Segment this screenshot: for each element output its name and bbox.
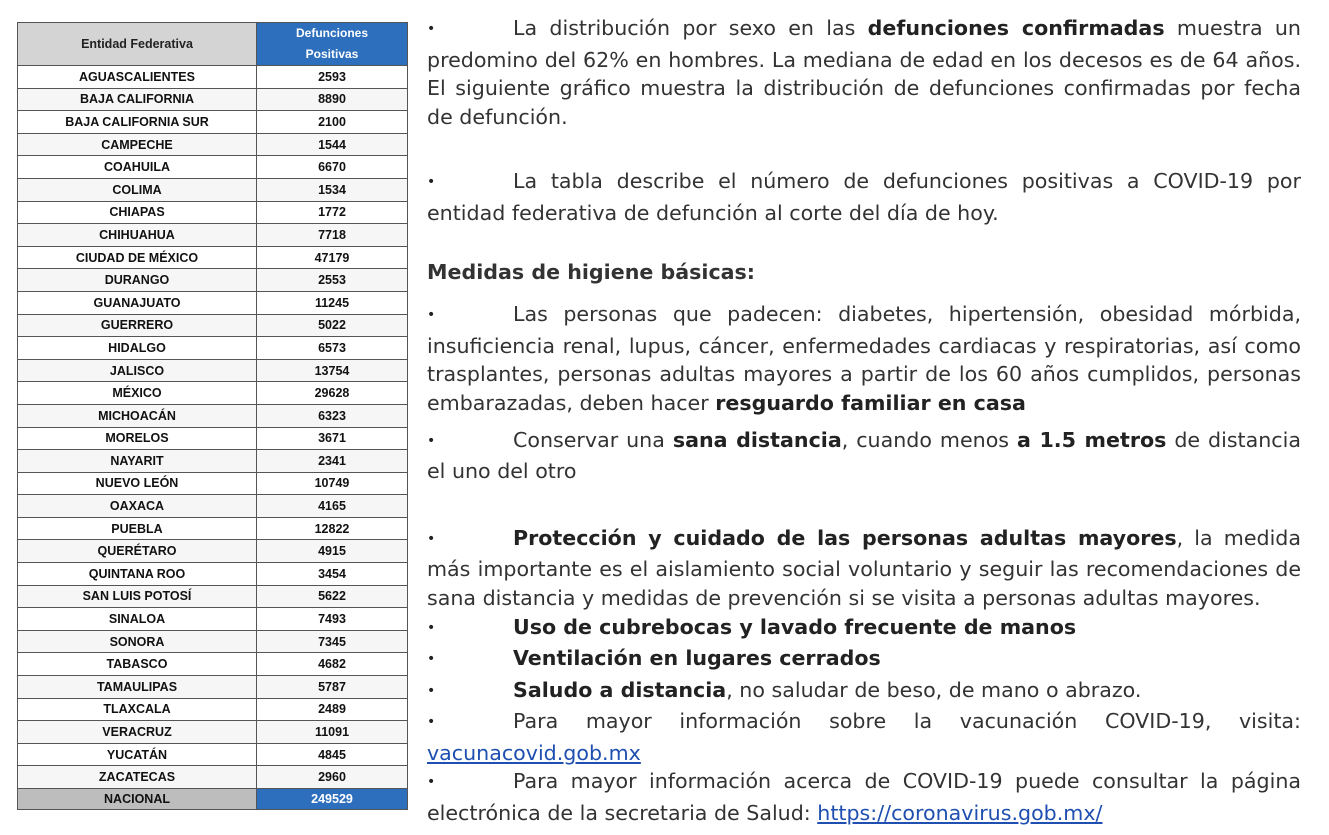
table-row: [18, 450, 408, 473]
row-deaths: 47179: [257, 246, 408, 269]
table-row: [18, 540, 408, 563]
row-entity: TLAXCALA: [18, 698, 257, 721]
paragraph-risk-groups: •Las personas que padecen: diabetes, hipertensión, obesidad mórbida, insuficiencia renal, lupus, cáncer, enfermedades cardiacas y respiratorias, así como trasplantes, personas adultas mayores a partir de los 60 años cumplidos, personas embarazadas, deben hacer resguardo familiar en casa: [427, 300, 1301, 417]
table-row: [18, 111, 408, 134]
bullet-icon: [427, 426, 513, 458]
document-text: [427, 14, 1301, 828]
table-row: [18, 676, 408, 699]
row-deaths: 29628: [257, 382, 408, 405]
table-row: [18, 563, 408, 586]
row-entity: AGUASCALIENTES: [18, 66, 257, 89]
table-header-row: [18, 23, 408, 66]
row-entity: SINALOA: [18, 608, 257, 631]
paragraph-sex-distribution: •La distribución por sexo en las defunciones confirmadas muestra un predomino del 62% en hombres. La mediana de edad en los decesos es de 64 años. El siguiente gráfico muestra la distribución de defunciones confirmadas por fecha de defunción.: [427, 14, 1301, 131]
total-entity: NACIONAL: [18, 789, 257, 810]
row-deaths: 5622: [257, 585, 408, 608]
header-entity: Entidad Federativa: [18, 23, 257, 66]
row-entity: QUERÉTARO: [18, 540, 257, 563]
row-entity: COLIMA: [18, 178, 257, 201]
row-deaths: 6670: [257, 156, 408, 179]
row-entity: JALISCO: [18, 359, 257, 382]
table-row: [18, 743, 408, 766]
table-row: [18, 246, 408, 269]
table-row: [18, 224, 408, 247]
row-entity: QUINTANA ROO: [18, 563, 257, 586]
table-row: [18, 88, 408, 111]
row-entity: CIUDAD DE MÉXICO: [18, 246, 257, 269]
table-row: [18, 359, 408, 382]
row-deaths: 6323: [257, 404, 408, 427]
paragraph-distance: •Conservar una sana distancia, cuando menos a 1.5 metros de distancia el uno del otro: [427, 426, 1301, 486]
row-entity: TABASCO: [18, 653, 257, 676]
row-entity: VERACRUZ: [18, 721, 257, 744]
row-deaths: 10749: [257, 472, 408, 495]
paragraph-older-adults: •Protección y cuidado de las personas adultas mayores, la medida más importante es el aislamiento social voluntario y seguir las recomendaciones de sana distancia y medidas de prevención si se visita a personas adultas mayores.: [427, 524, 1301, 613]
row-deaths: 2593: [257, 66, 408, 89]
bullet-icon: [427, 767, 513, 799]
table-row: [18, 766, 408, 789]
row-entity: DURANGO: [18, 269, 257, 292]
row-entity: PUEBLA: [18, 517, 257, 540]
table-row: [18, 201, 408, 224]
row-deaths: 7718: [257, 224, 408, 247]
row-deaths: 4915: [257, 540, 408, 563]
table-row: [18, 156, 408, 179]
row-entity: BAJA CALIFORNIA SUR: [18, 111, 257, 134]
row-entity: MICHOACÁN: [18, 404, 257, 427]
row-entity: HIDALGO: [18, 337, 257, 360]
bullet-icon: [427, 14, 513, 46]
row-deaths: 4682: [257, 653, 408, 676]
row-deaths: 5787: [257, 676, 408, 699]
paragraph-covid-info: •Para mayor información acerca de COVID-19 puede consultar la página electrónica de la secretaria de Salud: https://coronavirus.gob.mx/: [427, 767, 1301, 827]
row-deaths: 1534: [257, 178, 408, 201]
row-deaths: 1772: [257, 201, 408, 224]
row-entity: MORELOS: [18, 427, 257, 450]
section-heading: Medidas de higiene básicas:: [427, 259, 756, 284]
row-deaths: 2341: [257, 450, 408, 473]
table-row: [18, 495, 408, 518]
row-entity: ZACATECAS: [18, 766, 257, 789]
table-row: [18, 404, 408, 427]
table-row: [18, 291, 408, 314]
row-entity: CHIAPAS: [18, 201, 257, 224]
paragraph-vaccination: •Para mayor información sobre la vacunación COVID-19, visita: vacunacovid.gob.mx: [427, 707, 1301, 767]
row-deaths: 13754: [257, 359, 408, 382]
row-entity: CAMPECHE: [18, 133, 257, 156]
table-row: [18, 382, 408, 405]
row-entity: GUANAJUATO: [18, 291, 257, 314]
row-deaths: 2960: [257, 766, 408, 789]
table-row: [18, 66, 408, 89]
row-entity: SONORA: [18, 630, 257, 653]
table-row: [18, 133, 408, 156]
bullet-icon: [427, 613, 513, 645]
table-body: [18, 66, 408, 789]
row-entity: BAJA CALIFORNIA: [18, 88, 257, 111]
table-row: [18, 472, 408, 495]
paragraph-greeting: •Saludo a distancia, no saludar de beso, de mano o abrazo.: [427, 676, 1301, 708]
row-deaths: 11245: [257, 291, 408, 314]
table-row: [18, 608, 408, 631]
row-deaths: 4165: [257, 495, 408, 518]
row-entity: COAHUILA: [18, 156, 257, 179]
row-deaths: 1544: [257, 133, 408, 156]
row-entity: NUEVO LEÓN: [18, 472, 257, 495]
table-total-row: [18, 789, 408, 810]
row-deaths: 2553: [257, 269, 408, 292]
row-deaths: 7345: [257, 630, 408, 653]
header-deaths-line2: Positivas: [305, 47, 359, 61]
row-deaths: 2100: [257, 111, 408, 134]
paragraph-masks: •Uso de cubrebocas y lavado frecuente de manos: [427, 613, 1301, 645]
row-deaths: 7493: [257, 608, 408, 631]
row-entity: NAYARIT: [18, 450, 257, 473]
header-deaths: [257, 23, 408, 66]
table-row: [18, 630, 408, 653]
table-row: [18, 337, 408, 360]
row-entity: GUERRERO: [18, 314, 257, 337]
bullet-icon: [427, 167, 513, 199]
row-entity: MÉXICO: [18, 382, 257, 405]
row-entity: SAN LUIS POTOSÍ: [18, 585, 257, 608]
bullet-icon: [427, 644, 513, 676]
row-deaths: 11091: [257, 721, 408, 744]
table-row: [18, 721, 408, 744]
row-deaths: 3454: [257, 563, 408, 586]
bullet-icon: [427, 707, 513, 739]
row-entity: OAXACA: [18, 495, 257, 518]
row-deaths: 2489: [257, 698, 408, 721]
total-deaths: 249529: [257, 789, 408, 810]
table-row: [18, 585, 408, 608]
row-deaths: 12822: [257, 517, 408, 540]
row-deaths: 3671: [257, 427, 408, 450]
table-row: [18, 178, 408, 201]
row-deaths: 6573: [257, 337, 408, 360]
coronavirus-site-link[interactable]: https://coronavirus.gob.mx/: [817, 801, 1103, 826]
row-deaths: 5022: [257, 314, 408, 337]
row-deaths: 4845: [257, 743, 408, 766]
deaths-by-state-table: [17, 22, 408, 810]
table-row: [18, 269, 408, 292]
table-row: [18, 698, 408, 721]
header-deaths-line1: Defunciones: [295, 26, 368, 40]
paragraph-table-description: •La tabla describe el número de defunciones positivas a COVID-19 por entidad federativa de defunción al corte del día de hoy.: [427, 167, 1301, 227]
bullet-icon: [427, 524, 513, 556]
row-deaths: 8890: [257, 88, 408, 111]
bullet-icon: [427, 676, 513, 708]
bullet-icon: [427, 300, 513, 332]
row-entity: TAMAULIPAS: [18, 676, 257, 699]
row-entity: YUCATÁN: [18, 743, 257, 766]
table-row: [18, 517, 408, 540]
table-row: [18, 314, 408, 337]
row-entity: CHIHUAHUA: [18, 224, 257, 247]
paragraph-ventilation: •Ventilación en lugares cerrados: [427, 644, 1301, 676]
table-row: [18, 427, 408, 450]
deaths-by-state-table-container: [17, 22, 405, 810]
vaccination-link[interactable]: vacunacovid.gob.mx: [427, 740, 641, 765]
table-row: [18, 653, 408, 676]
